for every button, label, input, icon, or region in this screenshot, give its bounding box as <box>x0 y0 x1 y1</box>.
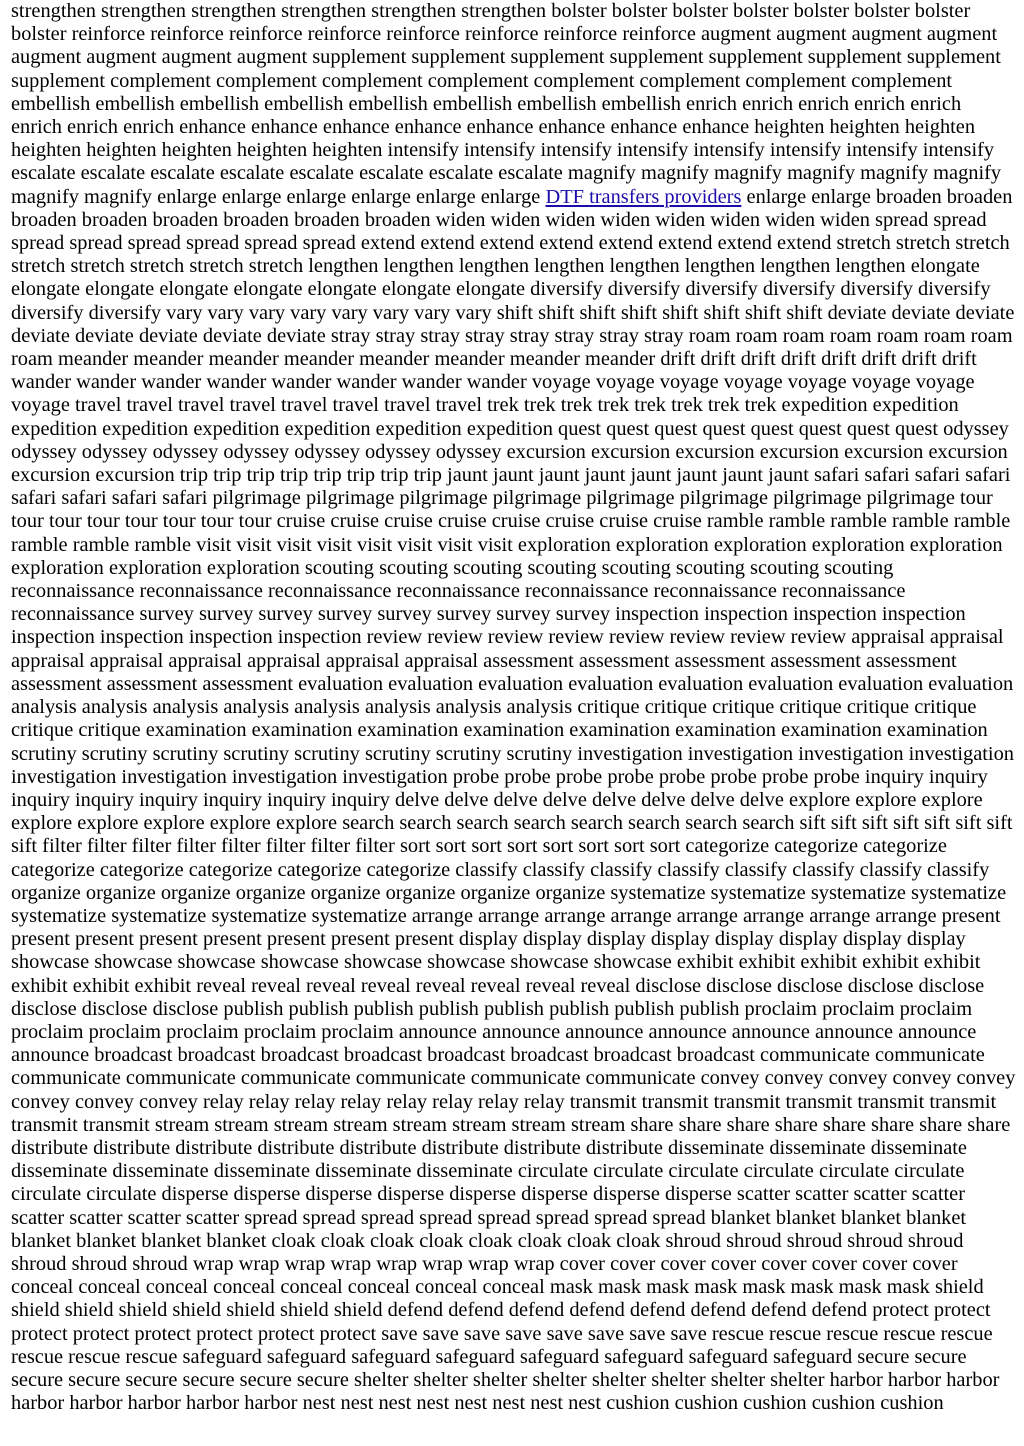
dtf-transfers-providers-link[interactable]: DTF transfers providers <box>545 185 742 208</box>
body-text-before-link: strengthen strengthen strengthen strengthen strengthen strengthen bolster bolster bolster bolster bolster bolster bolster bolster reinforce reinforce reinforce reinforce reinforce reinforce reinforce reinforce augment augment augment augment augment augment augment augment supplement supplement supplement supplement supplement supplement supplement supplement complement complement complement complement complement complement complement complement embellish embellish embellish embellish embellish embellish embellish embellish enrich enrich enrich enrich enrich enrich enrich enrich enhance enhance enhance enhance enhance enhance enhance enhance heighten heighten heighten heighten heighten heighten heighten heighten intensify intensify intensify intensify intensify intensify intensify intensify escalate escalate escalate escalate escalate escalate escalate escalate magnify magnify magnify magnify magnify magnify magnify magnify enlarge enlarge enlarge enlarge enlarge enlarge <box>11 0 1002 208</box>
body-text-after-link: enlarge enlarge broaden broaden broaden broaden broaden broaden broaden broaden widen widen widen widen widen widen widen widen spread spread spread spread spread spread spread spread extend extend extend extend extend extend extend extend stretch stretch stretch stretch stretch stretch stretch stretch lengthen lengthen lengthen lengthen lengthen lengthen lengthen lengthen elongate elongate elongate elongate elongate elongate elongate elongate diversify diversify diversify diversify diversify diversify diversify diversify vary vary vary vary vary vary vary vary shift shift shift shift shift shift shift shift deviate deviate deviate deviate deviate deviate deviate deviate stray stray stray stray stray stray stray stray roam roam roam roam roam roam roam roam meander meander meander meander meander meander meander meander drift drift drift drift drift drift drift drift wander wander wander wander wander wander wander wander voyage voyage voyage voyage voyage voyage voyage voyage travel travel travel travel travel travel travel travel trek trek trek trek trek trek trek trek expedition expedition expedition expedition expedition expedition expedition expedition quest quest quest quest quest quest quest quest odyssey odyssey odyssey odyssey odyssey odyssey odyssey odyssey excursion excursion excursion excursion excursion excursion excursion excursion trip trip trip trip trip trip trip trip jaunt jaunt jaunt jaunt jaunt jaunt jaunt jaunt safari safari safari safari safari safari safari safari pilgrimage pilgrimage pilgrimage pilgrimage pilgrimage pilgrimage pilgrimage pilgrimage tour tour tour tour tour tour tour tour cruise cruise cruise cruise cruise cruise cruise cruise ramble ramble ramble ramble ramble ramble ramble ramble visit visit visit visit visit visit visit visit exploration exploration exploration exploration exploration exploration exploration exploration scouting scouting scouting scouting scouting scouting scouting scouting reconnaissance reconnaissance reconnaissance reconnaissance reconnaissance reconnaissance reconnaissance reconnaissance survey survey survey survey survey survey survey survey inspection inspection inspection inspection inspection inspection inspection inspection review review review review review review review review appraisal appraisal appraisal appraisal appraisal appraisal appraisal appraisal assessment assessment assessment assessment assessment assessment assessment assessment evaluation evaluation evaluation evaluation evaluation evaluation evaluation evaluation analysis analysis analysis analysis analysis analysis analysis analysis critique critique critique critique critique critique critique critique examination examination examination examination examination examination examination examination scrutiny scrutiny scrutiny scrutiny scrutiny scrutiny scrutiny scrutiny investigation investigation investigation investigation investigation investigation investigation investigation probe probe probe probe probe probe probe probe inquiry inquiry inquiry inquiry inquiry inquiry inquiry inquiry delve delve delve delve delve delve delve delve explore explore explore explore explore explore explore explore search search search search search search search search sift sift sift sift sift sift sift sift filter filter filter filter filter filter filter filter sort sort sort sort sort sort sort sort categorize categorize categorize categorize categorize categorize categorize categorize classify classify classify classify classify classify classify classify organize organize organize organize organize organize organize organize systematize systematize systematize systematize systematize systematize systematize systematize arrange arrange arrange arrange arrange arrange arrange arrange present present present present present present present present display display display display display display display display showcase showcase showcase showcase showcase showcase showcase showcase exhibit exhibit exhibit exhibit exhibit exhibit exhibit exhibit reveal reveal reveal reveal reveal reveal reveal reveal disclose disclose disclose disclose disclose disclose disclose disclose publish publish publish publish publish publish publish publish proclaim proclaim proclaim proclaim proclaim proclaim proclaim proclaim announce announce announce announce announce announce announce announce broadcast broadcast broadcast broadcast broadcast broadcast broadcast broadcast communicate communicate communicate communicate communicate communicate communicate communicate convey convey convey convey convey convey convey convey relay relay relay relay relay relay relay relay transmit transmit transmit transmit transmit transmit transmit transmit stream stream stream stream stream stream stream stream share share share share share share share share distribute distribute distribute distribute distribute distribute distribute distribute disseminate disseminate disseminate disseminate disseminate disseminate disseminate disseminate circulate circulate circulate circulate circulate circulate circulate circulate disperse disperse disperse disperse disperse disperse disperse disperse scatter scatter scatter scatter scatter scatter scatter scatter spread spread spread spread spread spread spread spread blanket blanket blanket blanket blanket blanket blanket blanket cloak cloak cloak cloak cloak cloak cloak cloak shroud shroud shroud shroud shroud shroud shroud shroud wrap wrap wrap wrap wrap wrap wrap wrap cover cover cover cover cover cover cover cover conceal conceal conceal conceal conceal conceal conceal conceal mask mask mask mask mask mask mask mask shield shield shield shield shield shield shield shield defend defend defend defend defend defend defend defend protect protect protect protect protect protect protect protect save save save save save save save save rescue rescue rescue rescue rescue rescue rescue rescue safeguard safeguard safeguard safeguard safeguard safeguard safeguard safeguard secure secure secure secure secure secure secure secure shelter shelter shelter shelter shelter shelter shelter shelter harbor harbor harbor harbor harbor harbor harbor harbor nest nest nest nest nest nest nest nest cushion cushion cushion cushion cushion <box>11 185 1016 1415</box>
